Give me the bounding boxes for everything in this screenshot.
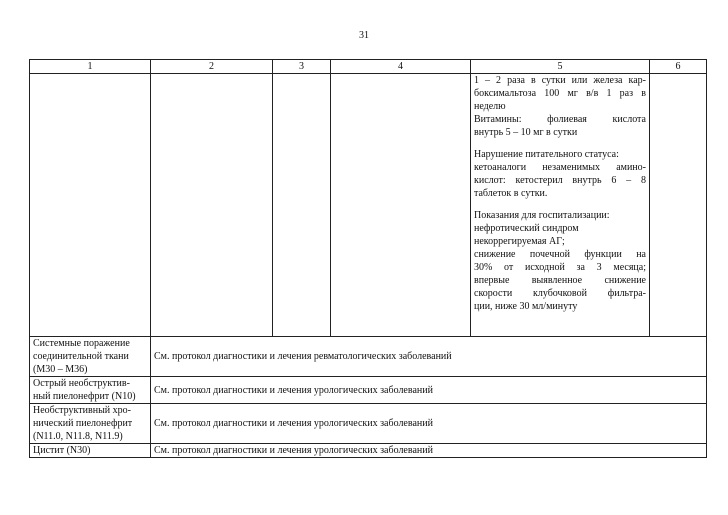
- disease-cell: [30, 444, 151, 458]
- disease-cell: [30, 404, 151, 444]
- reference-cell: См. протокол диагностики и лечения урологических заболеваний: [151, 444, 707, 458]
- text-line: нефротический синдром: [474, 223, 579, 234]
- reference-cell: См. протокол диагностики и лечения ревматологических заболеваний: [151, 337, 707, 377]
- disease-line: Необструктивный хро-: [33, 405, 131, 416]
- header-cell-3: 3: [273, 60, 331, 74]
- reference-cell: См. протокол диагностики и лечения урологических заболеваний: [151, 377, 707, 404]
- protocol-table: [29, 59, 707, 458]
- text-line: кетоаналоги незаменимых амино-: [474, 162, 646, 173]
- text-line: некоррегируемая АГ;: [474, 236, 565, 247]
- disease-cell: [30, 377, 151, 404]
- disease-line: нический пиелонефрит: [33, 418, 133, 429]
- text-line: неделю: [474, 101, 506, 112]
- treatment-cell: [471, 74, 650, 337]
- empty-cell: [273, 74, 331, 337]
- text-line: ции, ниже 30 мл/минуту: [474, 301, 578, 312]
- header-cell-4: 4: [331, 60, 471, 74]
- text-line: Витамины: фолиевая кислота: [474, 114, 646, 125]
- text-line: впервые выявленное снижение: [474, 275, 646, 286]
- empty-cell: [331, 74, 471, 337]
- text-line: боксимальтоза 100 мг в/в 1 раз в: [474, 88, 646, 99]
- disease-line: соединительной ткани: [33, 351, 129, 362]
- text-line: внутрь 5 – 10 мг в сутки: [474, 127, 578, 138]
- text-line: кислот: кетостерил внутрь 6 – 8: [474, 175, 646, 186]
- header-cell-2: 2: [151, 60, 273, 74]
- empty-cell: [650, 74, 707, 337]
- treatment-paragraph-iron: [474, 74, 646, 139]
- disease-line: Острый необструктив-: [33, 378, 130, 389]
- header-cell-6: 6: [650, 60, 707, 74]
- text-line: 30% от исходной за 3 месяца;: [474, 262, 646, 273]
- reference-cell: См. протокол диагностики и лечения урологических заболеваний: [151, 404, 707, 444]
- header-row: [30, 60, 707, 74]
- table-row: [30, 444, 707, 458]
- table-row-continuation: [30, 74, 707, 337]
- disease-cell: [30, 337, 151, 377]
- table-row: [30, 377, 707, 404]
- disease-line: (М30 – М36): [33, 364, 88, 375]
- disease-line: (N11.0, N11.8, N11.9): [33, 431, 123, 442]
- table-row: [30, 337, 707, 377]
- empty-cell: [151, 74, 273, 337]
- text-line: снижение почечной функции на: [474, 249, 646, 260]
- text-line: Показания для госпитализации:: [474, 210, 610, 221]
- header-cell-1: 1: [30, 60, 151, 74]
- disease-line: ный пиелонефрит (N10): [33, 391, 136, 402]
- text-line: 1 – 2 раза в сутки или железа кар-: [474, 75, 646, 86]
- treatment-paragraph-nutrition: [474, 148, 646, 200]
- empty-cell: [30, 74, 151, 337]
- treatment-paragraph-hospitalization: [474, 209, 646, 313]
- page-number: 31: [359, 30, 369, 41]
- disease-line: Цистит (N30): [33, 445, 91, 456]
- header-cell-5: 5: [471, 60, 650, 74]
- text-line: Нарушение питательного статуса:: [474, 149, 619, 160]
- text-line: скорости клубочковой фильтра-: [474, 288, 646, 299]
- text-line: таблеток в сутки.: [474, 188, 548, 199]
- table-row: [30, 404, 707, 444]
- disease-line: Системные поражение: [33, 338, 130, 349]
